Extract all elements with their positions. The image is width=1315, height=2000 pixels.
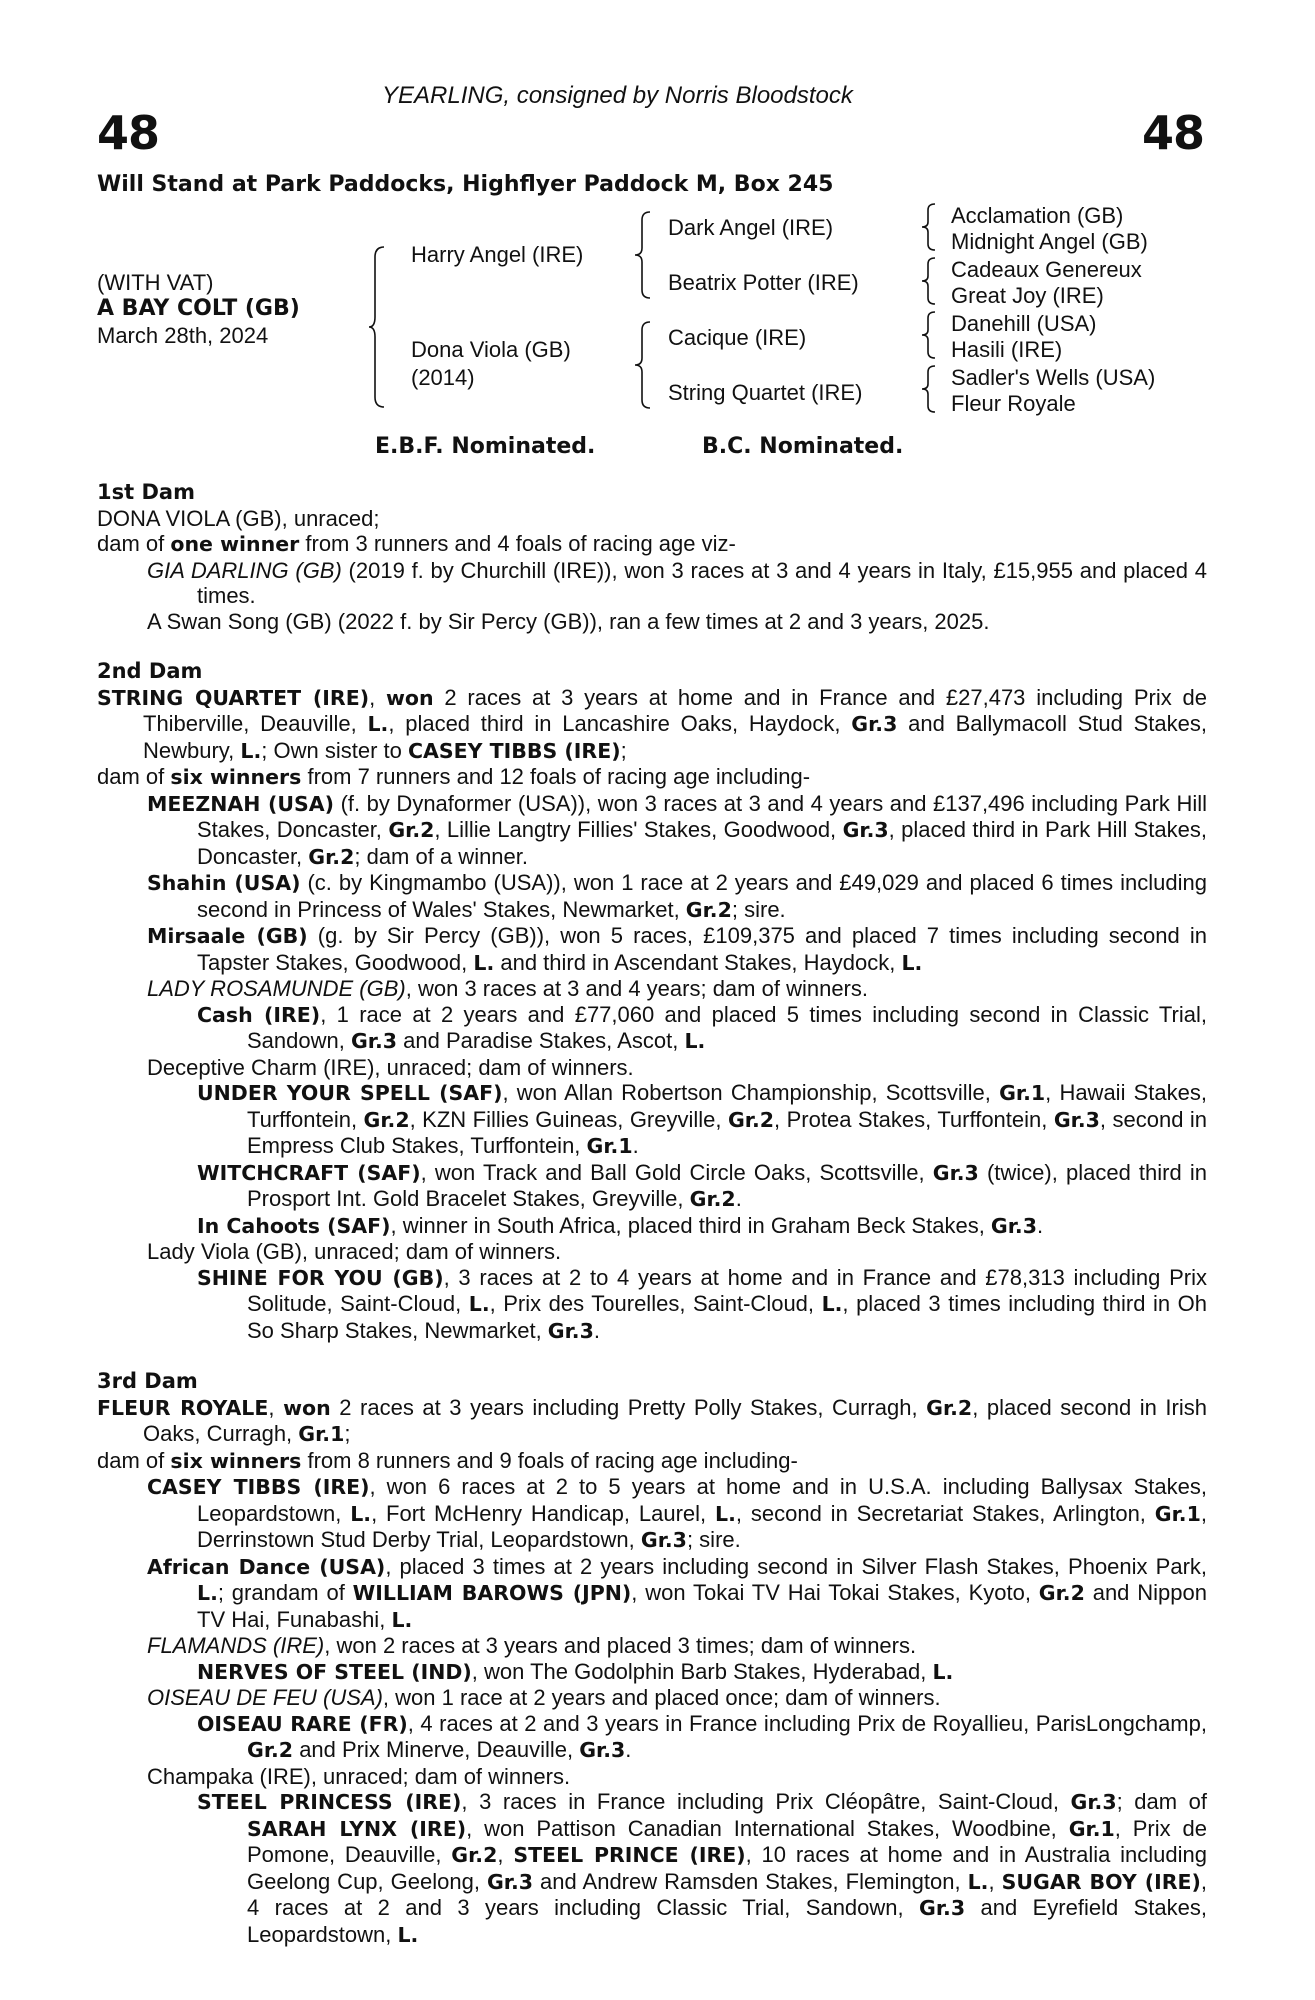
pedigree-brace-dam xyxy=(634,320,654,410)
ebf-nomination: E.B.F. Nominated. xyxy=(375,434,596,459)
produce-witchcraft: WITCHCRAFT (SAF), won Track and Ball Gold Circle Oaks, Scottsville, Gr.3 (twice), placed third in Prosport Int. Gold Bracelet Stakes, Greyville, Gr.2. xyxy=(197,1159,1207,1211)
pedigree-g4: Great Joy (IRE) xyxy=(951,283,1104,308)
produce-lady-rosamunde: LADY ROSAMUNDE (GB), won 3 races at 3 and 4 years; dam of winners. xyxy=(147,976,868,1001)
pedigree-dam: Dona Viola (GB) xyxy=(411,337,571,362)
produce-a-swan-song: A Swan Song (GB) (2022 f. by Sir Percy (GB)), ran a few times at 2 and 3 years, 2025. xyxy=(147,608,990,634)
pedigree-brace-g2 xyxy=(921,256,939,306)
horse-name: A BAY COLT (GB) xyxy=(97,296,300,321)
pedigree-sire-sire: Dark Angel (IRE) xyxy=(668,215,834,240)
pedigree-brace-g1 xyxy=(921,202,939,252)
pedigree-sire: Harry Angel (IRE) xyxy=(411,242,584,267)
pedigree-dam-sire: Cacique (IRE) xyxy=(668,325,807,350)
produce-gia-darling: GIA DARLING (GB) (2019 f. by Churchill (IRE)), won 3 races at 3 and 4 years in Italy, £15,955 and placed 4 times. xyxy=(147,557,1207,608)
fleur-royale-record: FLEUR ROYALE, won 2 races at 3 years including Pretty Polly Stakes, Curragh, Gr.2, placed second in Irish Oaks, Curragh, Gr.1; xyxy=(97,1394,1207,1446)
pedigree-dam-year: (2014) xyxy=(411,365,475,390)
first-dam-line: DONA VIOLA (GB), unraced; xyxy=(97,505,380,531)
pedigree-g1: Acclamation (GB) xyxy=(951,203,1124,228)
pedigree-sire-dam: Beatrix Potter (IRE) xyxy=(668,270,859,295)
produce-in-cahoots: In Cahoots (SAF), winner in South Africa, placed third in Graham Beck Stakes, Gr.3. xyxy=(197,1212,1044,1238)
produce-mirsaale: Mirsaale (GB) (g. by Sir Percy (GB)), won 5 races, £109,375 and placed 7 times including second in Tapster Stakes, Goodwood, L. and third in Ascendant Stakes, Haydock, L. xyxy=(147,923,1207,975)
pedigree-g7: Sadler's Wells (USA) xyxy=(951,365,1156,390)
produce-oiseau-de-feu: OISEAU DE FEU (USA), won 1 race at 2 years and placed once; dam of winners. xyxy=(147,1685,941,1710)
second-dam-produce-summary: dam of six winners from 7 runners and 12 foals of racing age including- xyxy=(97,764,811,789)
third-dam-produce-summary: dam of six winners from 8 runners and 9 foals of racing age including- xyxy=(97,1447,798,1473)
stand-location: Will Stand at Park Paddocks, Highflyer Paddock M, Box 245 xyxy=(97,172,834,197)
catalogue-body xyxy=(97,480,1207,1948)
consignor-subtitle: YEARLING, consigned by Norris Bloodstock xyxy=(382,82,853,109)
produce-champaka: Champaka (IRE), unraced; dam of winners. xyxy=(147,1763,571,1789)
pedigree-g5: Danehill (USA) xyxy=(951,311,1097,336)
produce-steel-princess: STEEL PRINCESS (IRE), 3 races in France including Prix Cléopâtre, Saint-Cloud, Gr.3; dam of SARAH LYNX (IRE), won Pattison Canadian International Stakes, Woodbine, Gr.1, Prix de Pomone, Deauville, Gr.2, STEEL PRINCE (IRE), 10 races at home and in Australia including Geelong Cup, Geelong, Gr.3 and Andrew Ramsden Stakes, Flemington, L., SUGAR BOY (IRE), 4 races at 2 and 3 years including Classic Trial, Sandown, Gr.3 and Eyrefield Stakes, Leopardstown, L. xyxy=(197,1789,1208,1947)
first-dam-heading: 1st Dam xyxy=(97,480,195,504)
produce-meeznah: MEEZNAH (USA) (f. by Dynaformer (USA)), won 3 races at 3 and 4 years and £137,496 including Park Hill Stakes, Doncaster, Gr.2, Lillie Langtry Fillies' Stakes, Goodwood, Gr.3, placed third in Park Hill Stakes, Doncaster, Gr.2; dam of a winner. xyxy=(147,790,1207,869)
pedigree-brace-sire xyxy=(634,210,654,300)
pedigree-g8: Fleur Royale xyxy=(951,391,1076,416)
vat-note: (WITH VAT) xyxy=(97,270,214,295)
pedigree-g2: Midnight Angel (GB) xyxy=(951,229,1148,254)
produce-shahin: Shahin (USA) (c. by Kingmambo (USA)), won 1 race at 2 years and £49,029 and placed 6 times including second in Princess of Wales' Stakes, Newmarket, Gr.2; sire. xyxy=(147,870,1207,922)
produce-under-your-spell: UNDER YOUR SPELL (SAF), won Allan Robertson Championship, Scottsville, Gr.1, Hawaii Stakes, Turffontein, Gr.2, KZN Fillies Guineas, Greyville, Gr.2, Protea Stakes, Turffontein, Gr.3, second in Empress Club Stakes, Turffontein, Gr.1. xyxy=(197,1080,1208,1158)
pedigree-brace-g3 xyxy=(921,310,939,360)
horse-dob: March 28th, 2024 xyxy=(97,323,269,348)
third-dam-heading: 3rd Dam xyxy=(97,1369,198,1393)
pedigree-dam-dam: String Quartet (IRE) xyxy=(668,380,863,405)
lot-number-left: 48 xyxy=(97,106,160,160)
pedigree-g3: Cadeaux Genereux xyxy=(951,257,1142,282)
produce-nerves-of-steel: NERVES OF STEEL (IND), won The Godolphin Barb Stakes, Hyderabad, L. xyxy=(197,1658,954,1684)
lot-number-right: 48 xyxy=(1141,106,1204,160)
string-quartet-record: STRING QUARTET (IRE), won 2 races at 3 years at home and in France and £27,473 including Prix de Thiberville, Deauville, L., placed third in Lancashire Oaks, Haydock, Gr.3 and Ballymacoll Stud Stakes, Newbury, L.; Own sister to CASEY TIBBS (IRE); xyxy=(97,684,1207,763)
produce-shine-for-you: SHINE FOR YOU (GB), 3 races at 2 to 4 years at home and in France and £78,313 including Prix Solitude, Saint-Cloud, L., Prix des Tourelles, Saint-Cloud, L., placed 3 times including third in Oh So Sharp Stakes, Newmarket, Gr.3. xyxy=(197,1264,1208,1343)
produce-flamands: FLAMANDS (IRE), won 2 races at 3 years and placed 3 times; dam of winners. xyxy=(147,1633,917,1658)
first-dam-record: dam of one winner from 3 runners and 4 foals of racing age viz- xyxy=(97,531,736,556)
produce-cash: Cash (IRE), 1 race at 2 years and £77,060 and placed 5 times including second in Classic Trial, Sandown, Gr.3 and Paradise Stakes, Ascot, L. xyxy=(197,1001,1207,1053)
pedigree-brace-main xyxy=(368,245,388,409)
produce-lady-viola: Lady Viola (GB), unraced; dam of winners. xyxy=(147,1239,562,1264)
produce-casey-tibbs: CASEY TIBBS (IRE), won 6 races at 2 to 5 years at home and in U.S.A. including Ballysax Stakes, Leopardstown, L., Fort McHenry Handicap, Laurel, L., second in Secretariat Stakes, Arlington, Gr.1, Derrinstown Stud Derby Trial, Leopardstown, Gr.3; sire. xyxy=(147,1474,1207,1552)
second-dam-heading: 2nd Dam xyxy=(97,659,203,683)
bc-nomination: B.C. Nominated. xyxy=(702,434,904,459)
produce-african-dance: African Dance (USA), placed 3 times at 2 years including second in Silver Flash Stakes, Phoenix Park, L.; grandam of WILLIAM BAROWS (JPN), won Tokai TV Hai Tokai Stakes, Kyoto, Gr.2 and Nippon TV Hai, Funabashi, L. xyxy=(147,1553,1208,1632)
pedigree-g6: Hasili (IRE) xyxy=(951,337,1063,362)
produce-oiseau-rare: OISEAU RARE (FR), 4 races at 2 and 3 years in France including Prix de Royallieu, ParisLongchamp, Gr.2 and Prix Minerve, Deauville, Gr.3. xyxy=(197,1710,1207,1762)
produce-deceptive-charm: Deceptive Charm (IRE), unraced; dam of winners. xyxy=(147,1054,634,1080)
pedigree-brace-g4 xyxy=(921,364,939,414)
